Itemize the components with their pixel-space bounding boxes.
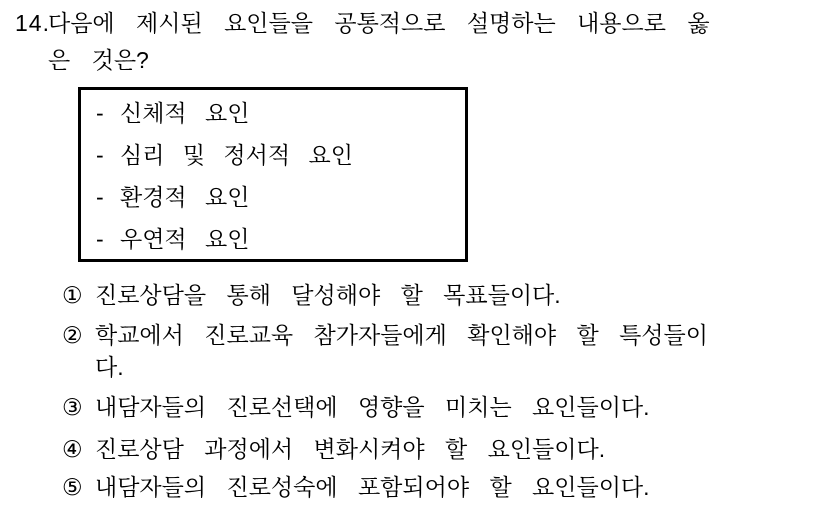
choice-5-line-1: 내담자들의 진로성숙에 포함되어야 할 요인들이다. <box>95 474 650 500</box>
choice-2-line-1: 학교에서 진로교육 참가자들에게 확인해야 할 특성들이 <box>95 322 708 348</box>
stimulus-item-label: 우연적 요인 <box>120 226 250 252</box>
choice-option-3 <box>62 391 650 423</box>
stimulus-item-label: 신체적 요인 <box>120 100 250 126</box>
question-header <box>15 5 710 79</box>
dash-bullet: - <box>96 100 104 126</box>
stimulus-item <box>96 92 465 134</box>
choice-3-line-1: 내담자들의 진로선택에 영향을 미치는 요인들이다. <box>95 394 650 420</box>
choice-option-1 <box>62 279 561 311</box>
choice-1-line-1: 진로상담을 통해 달성해야 할 목표들이다. <box>95 282 561 308</box>
question-text-line-2: 은 것은? <box>48 47 149 73</box>
question-number: 14. <box>15 10 50 36</box>
stimulus-item <box>96 134 465 176</box>
choice-2-marker: ② <box>62 322 83 348</box>
dash-bullet: - <box>96 184 104 210</box>
choice-4-text <box>95 433 605 465</box>
choice-option-4 <box>62 433 605 465</box>
choice-option-5 <box>62 471 650 503</box>
choice-option-2 <box>62 319 708 383</box>
stimulus-item-label: 환경적 요인 <box>120 184 250 210</box>
choice-4-line-1: 진로상담 과정에서 변화시켜야 할 요인들이다. <box>95 436 606 462</box>
dash-bullet: - <box>96 226 104 252</box>
stimulus-box <box>78 87 468 262</box>
choice-5-marker: ⑤ <box>62 474 83 500</box>
question-text <box>48 5 710 79</box>
choice-2-text <box>95 319 708 383</box>
choice-4-marker: ④ <box>62 436 83 462</box>
stimulus-item <box>96 218 465 260</box>
dash-bullet: - <box>96 142 104 168</box>
choice-1-marker: ① <box>62 282 83 308</box>
question-text-line-1: 다음에 제시된 요인들을 공통적으로 설명하는 내용으로 옳 <box>48 10 710 36</box>
choice-3-text <box>95 391 650 423</box>
choice-1-text <box>95 279 561 311</box>
choice-3-marker: ③ <box>62 394 83 420</box>
choice-5-text <box>95 471 650 503</box>
choice-2-line-2: 다. <box>95 354 124 380</box>
stimulus-item <box>96 176 465 218</box>
stimulus-item-label: 심리 및 정서적 요인 <box>120 142 353 168</box>
